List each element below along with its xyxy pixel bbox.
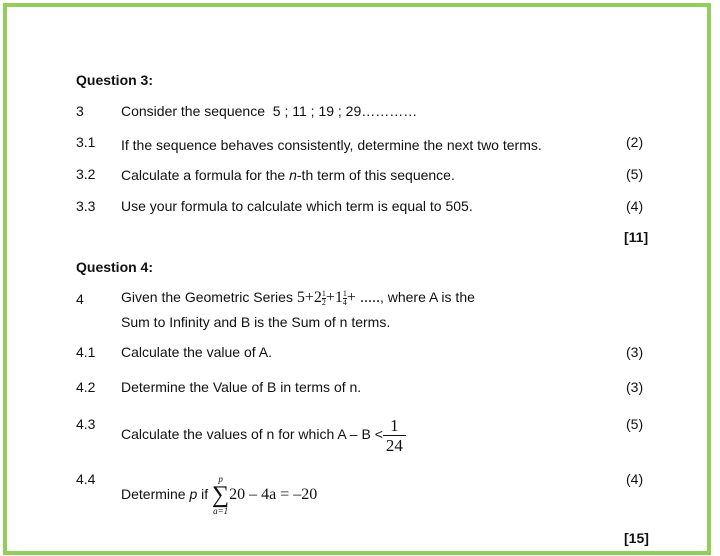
series-term-1: 5 (296, 289, 305, 306)
q4-4-label-b: if (197, 486, 209, 502)
q3-2-number: 3.2 (76, 166, 96, 182)
q4-4-expression: 20 – 4a = –20 (229, 486, 318, 503)
q3-2-text (121, 167, 455, 183)
q4-1-text: Calculate the value of A. (121, 344, 272, 360)
q3-3-text: Use your formula to calculate which term is equal to 505. (121, 198, 473, 214)
q4-3-fraction-num: 1 (383, 416, 406, 436)
q4-1-marks: (3) (626, 344, 644, 360)
geometric-series: 5+2 $\frac{1}{2}$ +1 $\frac{1}{4}$ + ..... (296, 288, 380, 307)
q4-4-italic-p: p (189, 486, 198, 502)
q4-4-marks: (4) (626, 471, 644, 487)
series-term-2-den: 2 (321, 297, 326, 307)
q4-3-label: Calculate the values of n for which A – B < (121, 426, 383, 442)
q4-intro-line-2: Sum to Infinity and B is the Sum of n terms. (121, 314, 391, 330)
series-term-2-fraction (322, 290, 326, 307)
q4-3-marks: (5) (626, 416, 644, 432)
q3-3-number: 3.3 (76, 198, 96, 214)
q3-1-marks: (2) (626, 134, 644, 150)
series-term-3-den: 4 (342, 297, 347, 307)
series-term-3-num: 1 (342, 288, 347, 298)
q4-4-text (121, 474, 317, 516)
q4-2-text: Determine the Value of B in terms of n. (121, 379, 362, 395)
q4-1-number: 4.1 (76, 344, 96, 360)
q3-2-italic-n: n (289, 167, 297, 183)
summation (212, 474, 229, 516)
q4-2-marks: (3) (626, 379, 644, 395)
q4-4-label-a: Determine (121, 486, 190, 502)
q3-sequence: 5 ; 11 ; 19 ; 29………… (272, 103, 418, 119)
summation-lower: a=1 (213, 506, 229, 517)
series-term-3-whole: 1 (334, 289, 343, 306)
q4-3-fraction (383, 416, 406, 455)
q4-total: [15] (624, 530, 649, 546)
q3-intro-text (121, 103, 417, 119)
series-term-2-whole: 2 (313, 289, 322, 306)
q3-2-text-b: -th term of this sequence. (296, 167, 455, 183)
q4-intro-number: 4 (76, 291, 84, 307)
q4-intro-text (121, 286, 475, 309)
q4-3-fraction-den: 24 (385, 435, 403, 455)
q3-2-text-a: Calculate a formula for the (121, 167, 290, 183)
q3-1-text: If the sequence behaves consistently, determine the next two terms. (121, 137, 542, 153)
q4-2-number: 4.2 (76, 379, 96, 395)
q4-3-text (121, 414, 406, 455)
q3-intro-label: Consider the sequence (121, 103, 265, 119)
q4-intro-label: Given the Geometric Series (121, 289, 293, 305)
q4-4-number: 4.4 (76, 471, 96, 487)
question-3-heading: Question 3: (76, 72, 154, 88)
q3-intro-number: 3 (76, 103, 84, 119)
series-term-2-num: 1 (321, 288, 326, 298)
q3-3-marks: (4) (626, 198, 644, 214)
sigma-icon: ∑ (212, 482, 230, 509)
q4-3-number: 4.3 (76, 416, 96, 432)
question-4-heading: Question 4: (76, 259, 154, 275)
series-tail: + ..... (346, 289, 380, 306)
q3-total: [11] (624, 229, 649, 245)
q3-1-number: 3.1 (76, 134, 96, 150)
q3-2-marks: (5) (626, 166, 644, 182)
summation-upper: p (218, 474, 223, 485)
q4-intro-label-2: , where A is the (379, 289, 475, 305)
